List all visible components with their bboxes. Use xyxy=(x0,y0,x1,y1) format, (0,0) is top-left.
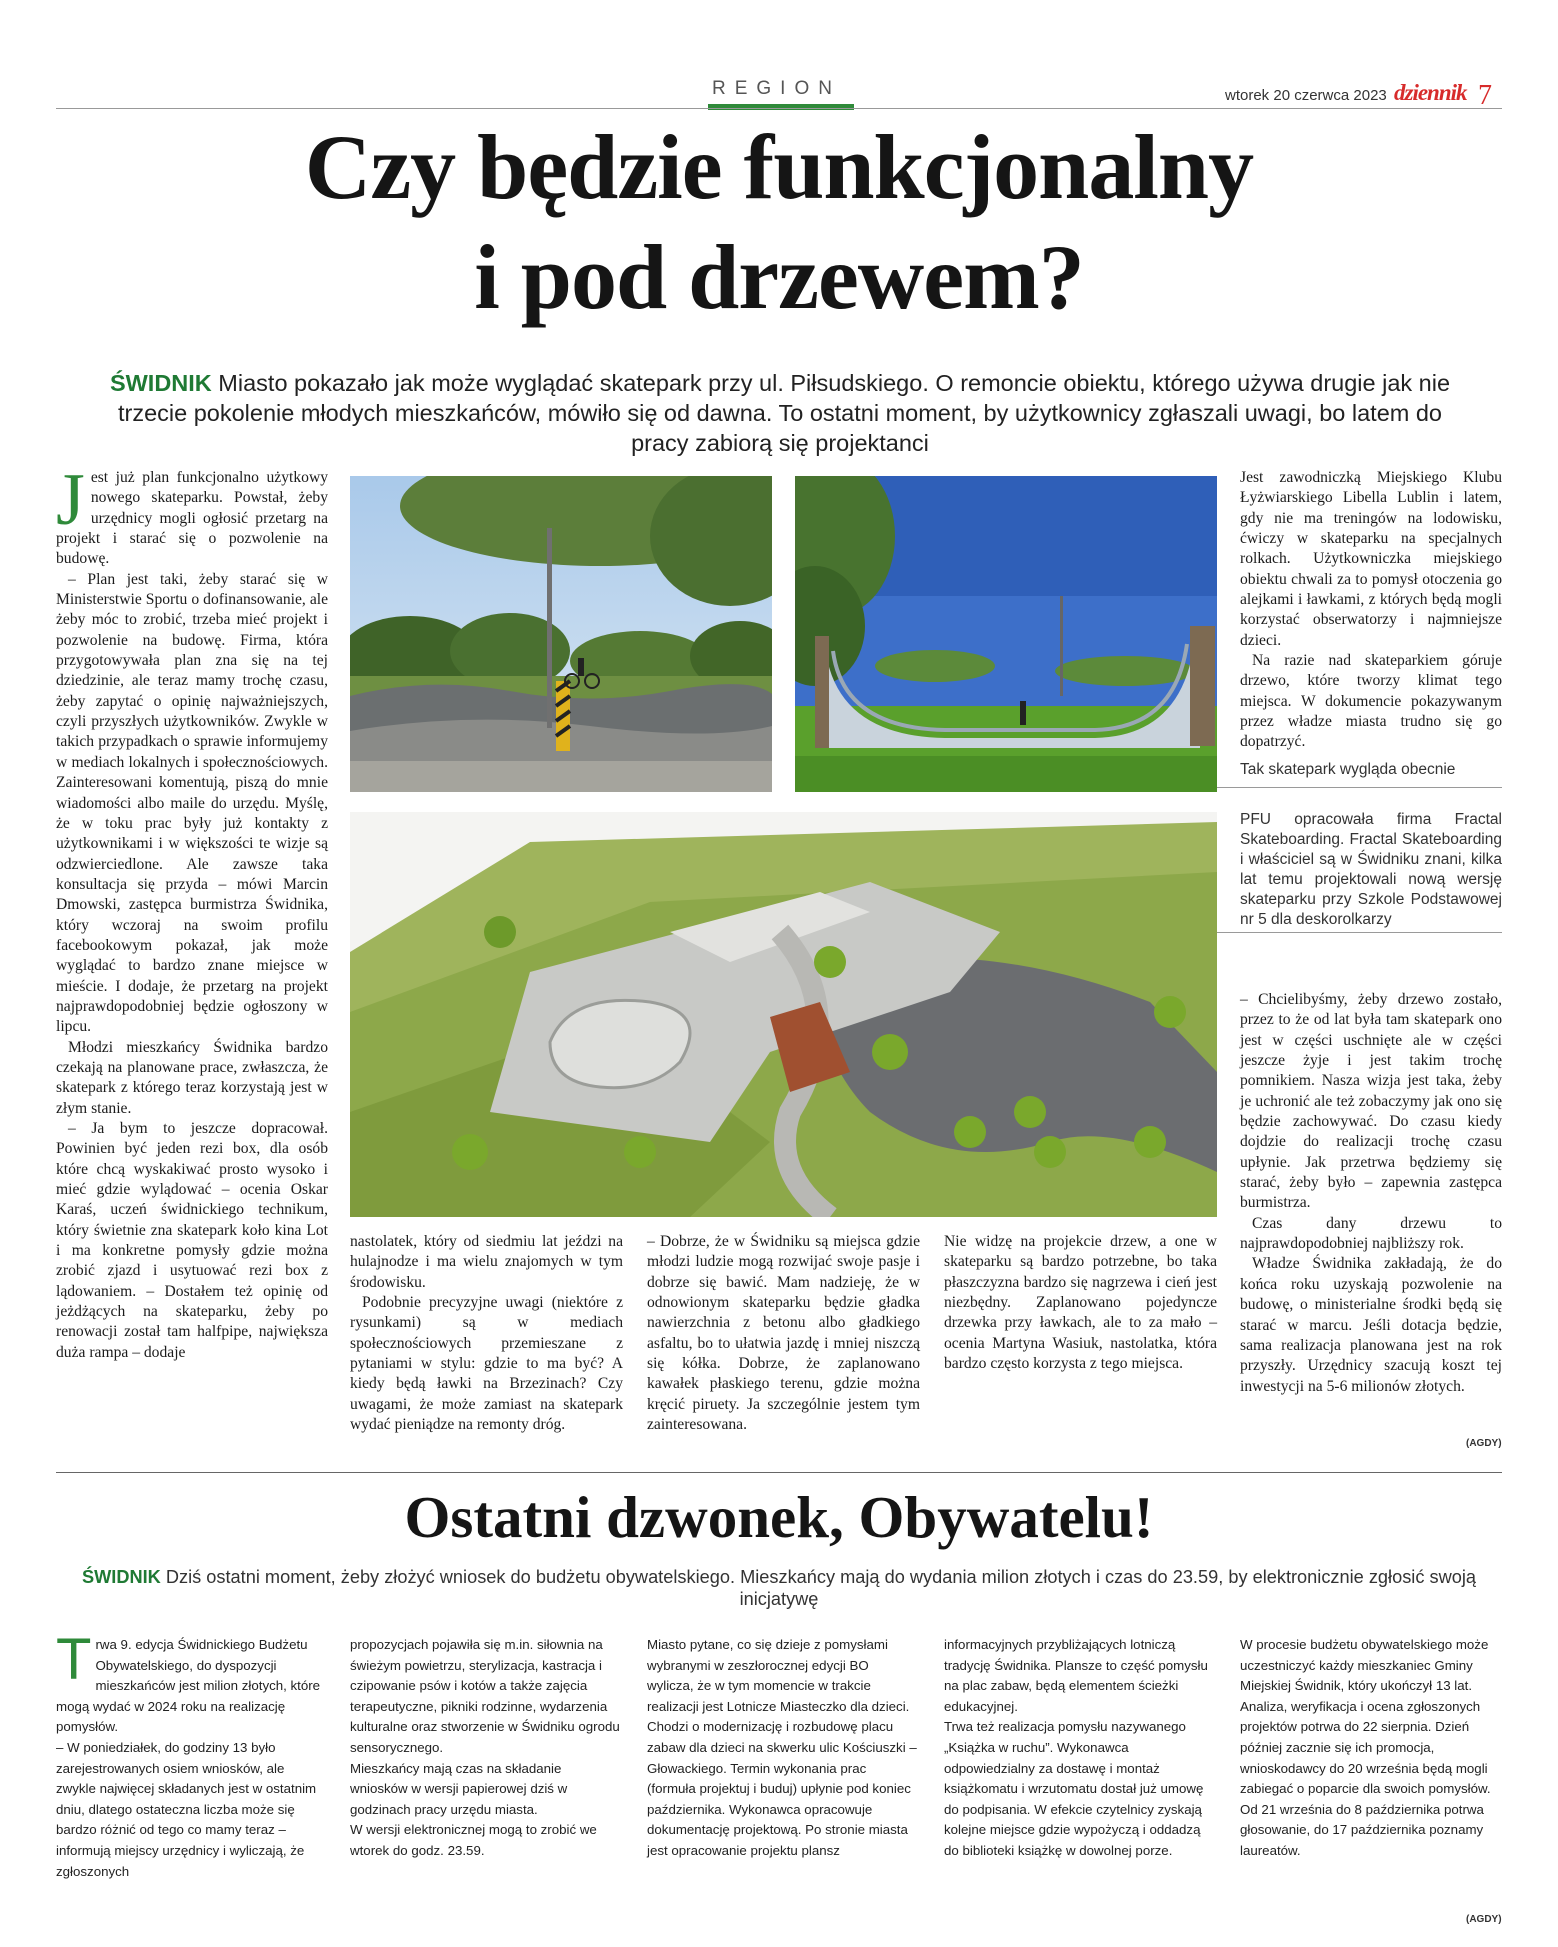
col4-p2: Jest zawodniczką Miejskiego Klubu Łyżwiarskiego Libella Lublin i latem, gdy nie ma treningów na lodowisku, ćwiczy w skateparku na specjalnych rolkach. Użytkowniczka miejskiego obiektu chwali za to pomysł otoczenia go alejkami i ławkami, z których będą mogli korzystać obserwatorzy i najmniejsze dzieci. xyxy=(1240,469,1502,649)
col5-p3: – Chcielibyśmy, żeby drzewo zostało, przez to że od lat była tam skatepark ono jest w części uschnięte ale w części jeszcze żyje i jest takim trochę pomnikiem. Nasza wizja jest taka, żeby je uchronić ale też zobaczymy jak ono się będzie zachowywać. Do czasu kiedy dojdzie do realizacji trochę czasu upłynie. Jak przetrwa będziemy się starać, żeby było – zapewnia zastępca burmistrza. xyxy=(1240,991,1502,1212)
a2-col2-p1: propozycjach pojawiła się m.in. siłownia na świeżym powietrzu, sterylizacja, kastracja i czipowanie psów i kotów a także zajęcia terapeutyczne, pikniki rodzinne, wydarzenia kulturalne oraz stworzenie w Świdniku ogrodu sensorycznego. xyxy=(350,1637,620,1755)
header-rule xyxy=(56,108,1502,109)
col2-p2: Podobnie precyzyjne uwagi (niektóre z rysunkami) są w mediach społecznościowych przemieszane z pytaniami w stylu: gdzie to ma być? A kiedy będą ławki na Brzezinach? Czy uwagami, że może zamiast na skatepark wydać pieniądze na remonty dróg. xyxy=(350,1294,623,1434)
article1-column-1 xyxy=(56,459,328,1363)
a2-col1-first: rwa 9. edycja Świdnickiego Budżetu Obywatelskiego, do dyspozycji mieszkańców jest milion złotych, które mogą wydać w 2024 roku na realizację pomysłów. xyxy=(56,1637,321,1735)
caption-rule xyxy=(1217,787,1502,788)
articles-divider xyxy=(56,1472,1502,1473)
a2-col2-p3: W wersji elektronicznej mogą to zrobić we wtorek do godz. 23.59. xyxy=(350,1822,597,1858)
article1-headline xyxy=(56,112,1502,332)
article2-lead xyxy=(56,1566,1502,1610)
headline-line1: Czy będzie funkcjonalny xyxy=(304,116,1254,218)
lead2-text: Dziś ostatni moment, żeby złożyć wniosek do budżetu obywatelskiego. Mieszkańcy mają do wydania milion złotych i czas do 23.59, by elektronicznie zgłosić swoją inicjatywę xyxy=(165,1567,1476,1609)
a2-col5-p1: W procesie budżetu obywatelskiego może uczestniczyć każdy mieszkaniec Gminy Miejskiej Świdnik, który ukończył 13 lat. Analiza, weryfikacja i ocena zgłoszonych projektów potrwa do 22 sierpnia. Dzień później zacznie się ich promocja, wnioskodawcy do 20 września będą mogli zabiegać o poparcie dla swoich pomysłów. Od 21 września do 8 października potrwa głosowanie, do 17 października poznamy laureatów. xyxy=(1240,1637,1491,1858)
caption-render-rule xyxy=(1217,932,1502,933)
a2-col4-p2: Trwa też realizacja pomysłu nazywanego „Książka w ruchu”. Wykonawca odpowiedzialny za dostawę i montaż książkomatu i wrzutomatu dostał już umowę do podpisania. W efekcie czytelnicy zyskają kolejne miejsce gdzie wypożyczą i oddadzą do biblioteki książkę w dowolnej porze. xyxy=(944,1719,1204,1858)
a2-col3-p1: Miasto pytane, co się dzieje z pomysłami wybranymi w zeszłorocznej edycji BO wylicza, że w tym momencie w trakcie realizacji jest Lotnicze Miasteczko dla dzieci. Chodzi o modernizację i rozbudowę placu zabaw dla dzieci na skwerku ulic Kościuszki – Głowackiego. Termin wykonania prac (formuła projektuj i buduj) upłynie pod koniec października. Wykonawca opracowuje dokumentację projektową. Po stronie miasta jest opracowanie projektu plansz xyxy=(647,1637,917,1858)
caption-render: PFU opracowała firma Fractal Skateboarding. Fractal Skateboarding i właściciel są w Świdniku znani, kilka lat temu projektowali nową wersję skateparku przy Szkole Podstawowej nr 5 dla deskorolkarzy xyxy=(1240,811,1502,928)
article2-signature: (AGDY) xyxy=(1466,1914,1502,1925)
article2-headline: Ostatni dzwonek, Obywatelu! xyxy=(404,1484,1154,1550)
col5-p2: Na razie nad skateparkiem góruje drzewo, które tworzy klimat tego miejsca. W dokumencie pokazywanym przez władze miasta trudno się go dopatrzyć. xyxy=(1240,652,1502,751)
col1-first: est już plan funkcjonalno użytkowy nowego skateparku. Powstał, żeby urzędnicy mogli ogłosić przetarg na projekt i starać się o pozwolenie na budowę. xyxy=(56,469,328,568)
article2-column-2 xyxy=(350,1635,620,1862)
lead2-place: ŚWIDNIK xyxy=(82,1567,161,1587)
col4-p1: Nie widzę na projekcie drzew, a one w skateparku są bardzo potrzebne, bo taka płaszczyzna bardzo się nagrzewa i cień jest niezbędny. Zaplanowano pojedyncze drzewka przy ławkach, ale to za mało – ocenia Martyna Wasiuk, nastolatka, która bardzo często korzysta z tego miejsca. xyxy=(944,1233,1217,1373)
headline-line2: i pod drzewem? xyxy=(474,226,1084,328)
dropcap: J xyxy=(56,459,85,541)
col2-p1: nastolatek, który od siedmiu lat jeździ na hulajnodze i ma wielu znajomych w tym środowisku. xyxy=(350,1233,623,1291)
col1-p4: – Ja bym to jeszcze dopracował. Powinien być jeden rezi box, dla osób które chcą wyskakiwać prosto wysoko i mieć gdzie wylądować – ocenia Oskar Karaś, uczeń świdnickiego technikum, który świetnie zna skatepark koło kina Lot i ma konkretne pomysły gdzie można zrobić zjazd i usytuować rezi box z lądowaniem. – Dostałem też opinię od jeżdżących na skateparku, żeby po renowacji został tam halfpipe, największa duża rampa – dodaje xyxy=(56,1120,328,1361)
dropcap2: T xyxy=(56,1627,92,1692)
a2-col1-p2: – W poniedziałek, do godziny 13 było zarejestrowanych osiem wniosków, ale zwykle najwięcej składanych jest w ostatnim dniu, dlatego ostateczna liczba może się bardzo różnić od tego co mamy teraz – informują miejscy urzędnicy i wyliczają, że zgłoszonych xyxy=(56,1739,317,1879)
lead-text: Miasto pokazało jak może wyglądać skatepark przy ul. Piłsudskiego. O remoncie obiektu, którego używa drugie jak nie trzecie pokolenie młodych mieszkańców, mówiło się od dawna. To ostatni moment, by użytkownicy zgłaszali uwagi, bo latem do pracy zabiorą się projektanci xyxy=(117,370,1451,456)
lead-place: ŚWIDNIK xyxy=(109,370,212,396)
article1-column-4 xyxy=(944,1232,1217,1374)
col5-p5: Władze Świdnika zakładają, że do końca roku uzyskają pozwolenie na budowę, o ministerialne środki będą się starać w marcu. Jeśli dotacja będzie, sama realizacja planowana jest na rok przyszły. Urzędnicy szacują koszt tej inwestycji na 5-6 milionów złotych. xyxy=(1240,1255,1502,1395)
article1-signature: (AGDY) xyxy=(1466,1438,1502,1449)
photo-skatepark-halfpipe xyxy=(795,476,1217,792)
article2-column-4 xyxy=(944,1635,1214,1862)
article1-lead xyxy=(90,368,1470,458)
caption-photos: Tak skatepark wygląda obecnie xyxy=(1240,761,1456,778)
article2-column-5 xyxy=(1240,1635,1502,1862)
col1-p2: – Plan jest taki, żeby starać się w Ministerstwie Sportu o dofinansowanie, ale żeby móc to zrobić, trzeba mieć projekt i pozwolenie na budowę. Firma, która przygotowywała plan zna się na tej dziedzinie, ale teraz mamy trochę czasu, żeby zapytać o opinię najważniejszych, czyli przyszłych użytkowników. Zwykle w takich przypadkach o sprawie informujemy w mediach lokalnych i społecznościowych. Zainteresowani komentują, piszą do mnie wiadomości albo maile do urzędu. Myślę, że w toku prac były już kontakty z użytkownikami i w większości te wizje są odzwierciedlone. Ale zawsze taka konsultacja się przyda – mówi Marcin Dmowski, zastępca burmistrza Świdnika, który wczoraj na swoim profilu facebookowym pokazał, jak może wyglądać to bardzo znane miejsce w mieście. I dodaje, że przetarg na projekt najprawdopodobniej będzie ogłoszony w lipcu. xyxy=(56,570,328,1036)
issue-date: wtorek 20 czerwca 2023 xyxy=(1225,87,1387,104)
article2-column-1 xyxy=(56,1627,326,1882)
article1-column-3 xyxy=(647,1232,920,1435)
page-number: 7 xyxy=(1478,80,1492,111)
a2-col4-p1: informacyjnych przybliżających lotniczą tradycję Świdnika. Plansze to część pomysłu na plac zabaw, będą elementem ścieżki edukacyjnej. xyxy=(944,1637,1208,1714)
a2-col2-p2: Mieszkańcy mają czas na składanie wniosków w wersji papierowej dziś w godzinach pracy urzędu miasta. xyxy=(350,1760,568,1817)
article1-column-5 xyxy=(1240,990,1502,1397)
article1-column-5-top xyxy=(1240,468,1502,753)
section-underline xyxy=(708,104,854,110)
brand-logo: dziennik xyxy=(1394,80,1467,105)
col5-p4: Czas dany drzewu to najprawdopodobniej najbliższy rok. xyxy=(1240,1214,1502,1253)
col3-p1: – Dobrze, że w Świdniku są miejsca gdzie młodzi ludzie mogą rozwijać swoje pasje i dobrze się bawić. Mam nadzieję, że w odnowionym skateparku będzie gładka nawierzchnia z betonu albo gładkiego asfaltu, bo to ułatwia jazdę i mniej niszczą się kółka. Dobrze, że zaplanowano kawałek płaskiego terenu, gdzie można kręcić piruety. Ja szczególnie jestem tym zainteresowana. xyxy=(647,1233,920,1434)
article2-column-3 xyxy=(647,1635,917,1862)
col1-p3: Młodzi mieszkańcy Świdnika bardzo czekają na planowane prace, zwłaszcza, że skatepark z którego teraz korzystają jest w złym stanie. xyxy=(56,1038,328,1117)
render-skatepark-project xyxy=(350,812,1217,1217)
section-label: REGION xyxy=(712,78,841,99)
article1-column-2 xyxy=(350,1232,623,1435)
photo-skatepark-pumptrack xyxy=(350,476,772,792)
